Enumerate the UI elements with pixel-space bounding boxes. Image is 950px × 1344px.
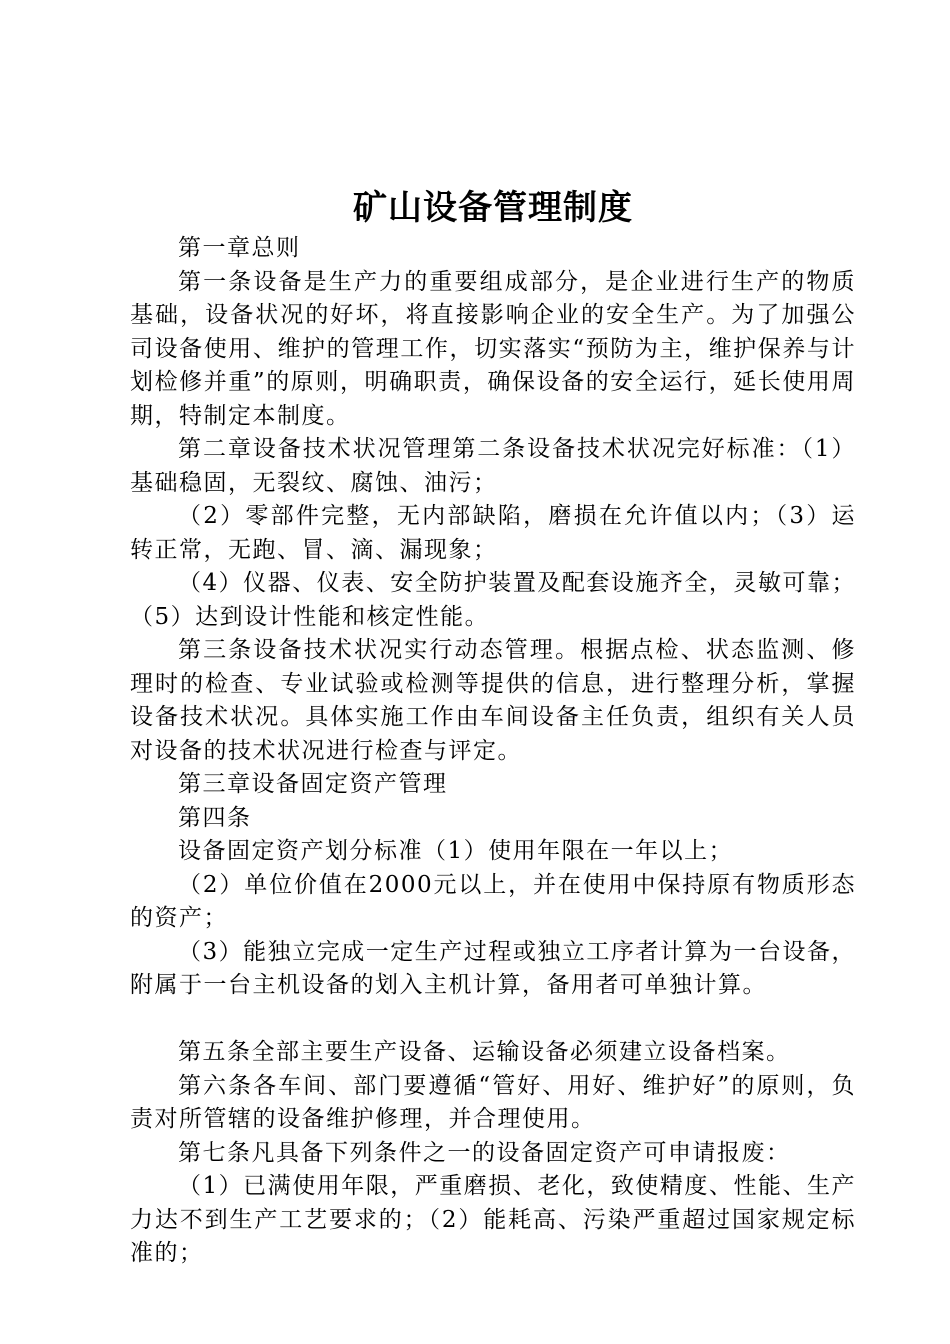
article-7: 第七条凡具备下列条件之一的设备固定资产可申请报废： [178, 1139, 791, 1166]
article-2-items-2-3: （2）零部件完整，无内部缺陷，磨损在允许值以内；（3）运转正常，无跑、冒、滴、漏现象； [130, 503, 856, 563]
chapter-1-heading: 第一章总则 [178, 235, 301, 261]
article-4-item-2: （2）单位价值在2000元以上，并在使用中保持原有物质形态的资产； [130, 871, 856, 931]
chapter-2-article-2: 第二章设备技术状况管理第二条设备技术状况完好标准：（1）基础稳固，无裂纹、腐蚀、油污； [130, 436, 856, 496]
article-3: 第三条设备技术状况实行动态管理。根据点检、状态监测、修理时的检查、专业试验或检测等提供的信息，进行整理分析，掌握设备技术状况。具体实施工作由车间设备主任负责，组织有关人员对设备的技术状况进行检查与评定。 [130, 637, 856, 764]
article-7-items: （1）已满使用年限，严重磨损、老化，致使精度、性能、生产力达不到生产工艺要求的；（2）能耗高、污染严重超过国家规定标准的； [130, 1173, 856, 1266]
article-2-items-4-5: （4）仪器、仪表、安全防护装置及配套设施齐全，灵敏可靠；（5）达到设计性能和核定性能。 [130, 570, 856, 630]
article-1: 第一条设备是生产力的重要组成部分，是企业进行生产的物质基础，设备状况的好坏，将直接影响企业的安全生产。为了加强公司设备使用、维护的管理工作，切实落实“预防为主，维护保养与计划检修并重”的原则，明确职责，确保设备的安全运行，延长使用周期，特制定本制度。 [130, 268, 856, 429]
chapter-3-heading: 第三章设备固定资产管理 [178, 771, 448, 797]
article-6: 第六条各车间、部门要遵循“管好、用好、维护好”的原则，负责对所管辖的设备维护修理，并合理使用。 [130, 1072, 856, 1132]
article-4-item-1: 设备固定资产划分标准（1）使用年限在一年以上； [178, 838, 734, 864]
article-5: 第五条全部主要生产设备、运输设备必须建立设备档案。 [178, 1039, 791, 1065]
article-4-heading: 第四条 [178, 804, 252, 831]
article-4-item-3: （3）能独立完成一定生产过程或独立工序者计算为一台设备，附属于一台主机设备的划入主机计算，备用者可单独计算。 [130, 938, 856, 998]
document-page [130, 188, 856, 1271]
blank-line [130, 1003, 856, 1037]
document-title: 矿山设备管理制度 [353, 188, 633, 228]
